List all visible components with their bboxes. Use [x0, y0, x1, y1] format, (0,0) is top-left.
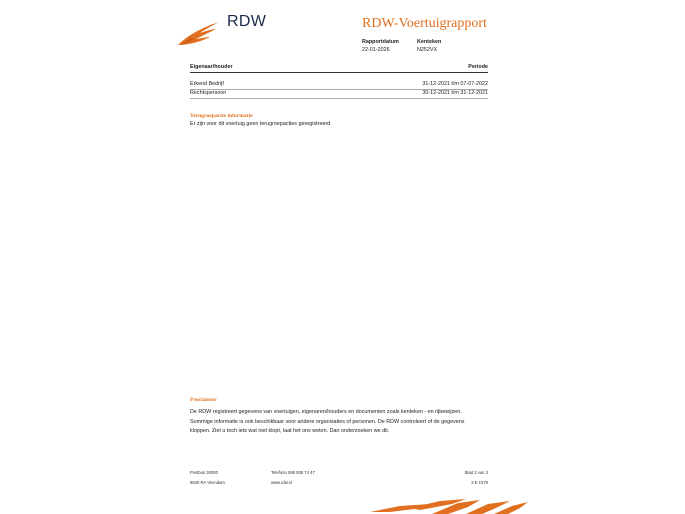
footer-page-number: Blad 3 van 3 — [464, 470, 488, 475]
disclaimer-line: De RDW registreert gegevens van voertuigen, eigenaren/houders en documenten zoals kenteken - en rijbewijzen. — [190, 409, 462, 415]
footer-website[interactable]: www.rdw.nl — [271, 480, 292, 485]
logo-text: RDW — [227, 13, 267, 30]
kenteken-value: N252VX — [417, 47, 438, 53]
footer-document-code: 3 E 1079 — [471, 480, 488, 485]
disclaimer-text — [190, 408, 490, 437]
column-header-period: Periode — [468, 64, 488, 70]
row-divider — [190, 98, 488, 99]
kenteken-label: Kenteken — [417, 39, 442, 45]
owner-cell: Rechtspersoon — [190, 90, 227, 96]
disclaimer-line: Sommige informatie is ook beschikbaar voor andere organisaties of personen. De RDW controleert of de gegevens — [190, 418, 465, 425]
rdw-logo-icon — [176, 21, 220, 47]
disclaimer-line: kloppen. Ziet u toch iets wat niet klopt, laat het ons weten. Dan onderzoeken we dit. — [190, 428, 390, 435]
column-header-owner: Eigenaar/houder — [190, 64, 233, 70]
footer-postbus: Postbus 30000 — [190, 470, 218, 475]
rapportdatum-label: Rapportdatum — [362, 39, 399, 45]
header-divider — [190, 72, 488, 73]
recall-section-title: Terugroepactie informatie — [190, 113, 253, 119]
disclaimer-title: Proclaimer — [190, 397, 217, 403]
footer-telefoon: Telefoon 088 008 74 47 — [271, 470, 315, 475]
footer-postcode: 9640 RA Veendam — [190, 480, 225, 485]
period-cell: 31-12-2021 t/m 07-07-2022 — [422, 81, 488, 87]
recall-text: Er zijn voor dit voertuig geen terugroepacties geregistreerd — [190, 121, 331, 127]
rapportdatum-value: 22-01-2026 — [362, 47, 390, 53]
owner-cell: Erkend Bedrijf — [190, 81, 224, 87]
period-cell: 30-12-2021 t/m 31-12-2021 — [422, 90, 488, 96]
decorative-stripes-icon — [370, 498, 530, 514]
document-title: RDW-Voertuigrapport — [362, 16, 487, 31]
